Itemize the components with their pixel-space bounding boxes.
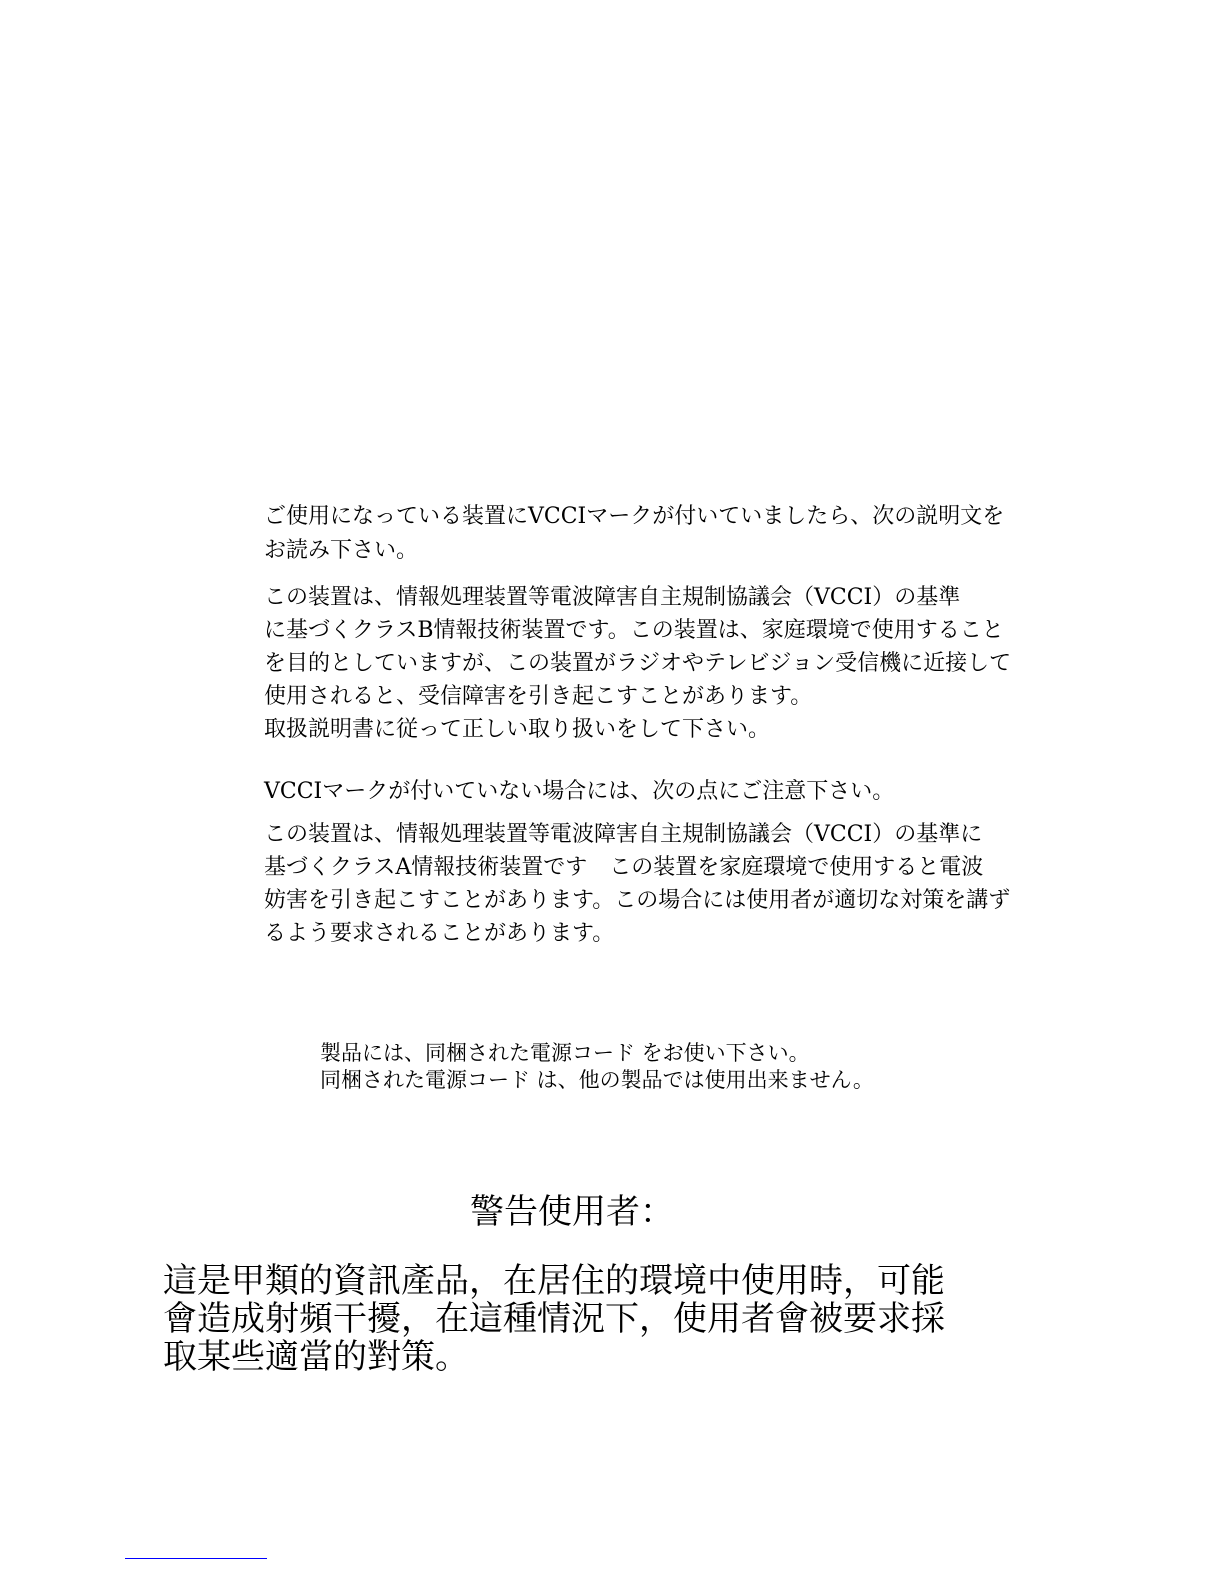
taiwan-warning-body: 這是甲類的資訊產品，在居住的環境中使用時，可能 會造成射頻干擾，在這種情況下，使用者會被要求採 取某些適當的對策。 (163, 1261, 945, 1377)
vcci-class-b-notice (264, 581, 1034, 746)
vcci-class-a-intro (264, 775, 1034, 809)
vcci-class-a-intro-text: VCCIマークが付いていない場合には、次の点にご注意下さい。 (264, 779, 895, 804)
vcci-class-b-intro-text: ご使用になっている装置にVCCIマークが付いていましたら、次の説明文を お読み下さい。 (264, 504, 1005, 563)
vcci-class-b-notice-text: この装置は、情報処理装置等電波障害自主規制協議会（VCCI）の基準 に基づくクラスB情報技術装置です。この装置は、家庭環境で使用すること を目的としていますが、この装置がラジオやテレビジョン受信機に近接して 使用されると、受信障害を引き起こすことがあります。 取扱説明書に従って正しい取り扱いをして下さい。 (264, 585, 1012, 742)
vcci-class-b-intro (264, 500, 1034, 568)
footnote-divider (125, 1558, 267, 1559)
vcci-class-a-notice-text: この装置は、情報処理装置等電波障害自主規制協議会（VCCI）の基準に 基づくクラスA情報技術装置です この装置を家庭環境で使用すると電波 妨害を引き起こすことがあります。この場合には使用者が適切な対策を講ず るよう要求されることがあります。 (264, 822, 1011, 946)
taiwan-warning-title: 警告使用者： (470, 1192, 674, 1232)
power-cord-notice: 製品には、同梱された電源コード をお使い下さい。 同梱された電源コード は、他の製品では使用出来ません。 (320, 1041, 874, 1092)
vcci-class-a-notice (264, 818, 1034, 950)
